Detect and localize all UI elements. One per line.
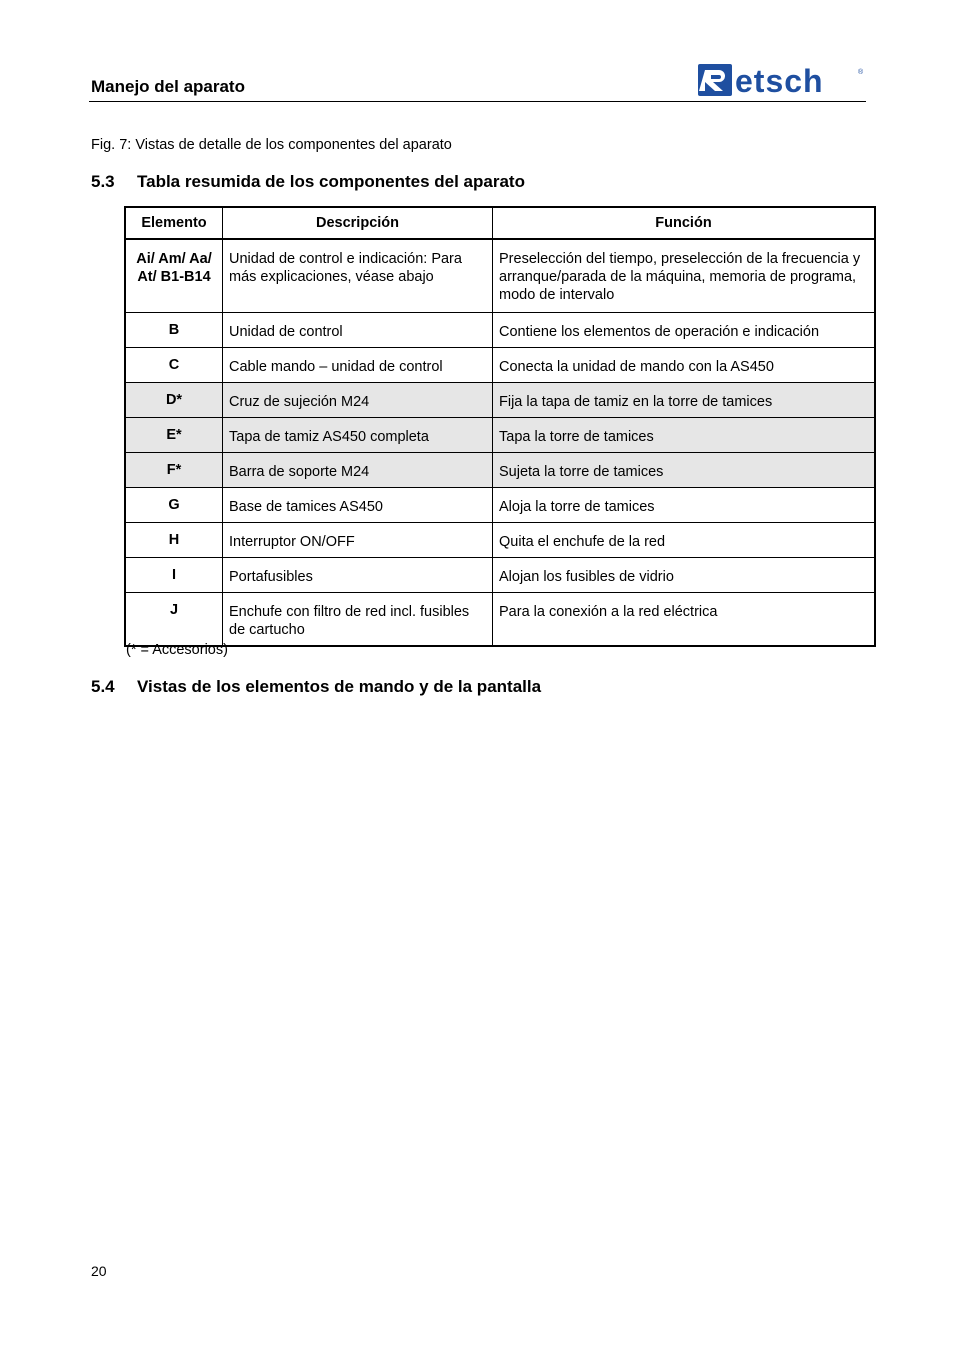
section-title: Vistas de los elementos de mando y de la pantalla — [137, 677, 542, 696]
cell-function: Preselección del tiempo, preselección de la frecuencia y arranque/parada de la máquina, memoria de programa, modo de intervalo — [493, 239, 876, 313]
cell-function: Tapa la torre de tamices — [493, 418, 876, 453]
cell-element: D* — [125, 383, 223, 418]
table-footnote: (* = Accesorios) — [126, 642, 228, 658]
cell-element: H — [125, 523, 223, 558]
table-row — [125, 313, 875, 348]
cell-element: F* — [125, 453, 223, 488]
table-row — [125, 558, 875, 593]
section-heading-5-3 — [91, 172, 525, 192]
cell-element: E* — [125, 418, 223, 453]
cell-element: C — [125, 348, 223, 383]
table-row — [125, 488, 875, 523]
svg-text:etsch: etsch — [735, 63, 824, 98]
table-row — [125, 453, 875, 488]
section-title: Tabla resumida de los componentes del aparato — [137, 172, 525, 191]
cell-description: Unidad de control — [223, 313, 493, 348]
table-row — [125, 348, 875, 383]
cell-description: Barra de soporte M24 — [223, 453, 493, 488]
components-table — [124, 206, 876, 647]
table-row — [125, 239, 875, 313]
cell-function: Sujeta la torre de tamices — [493, 453, 876, 488]
table-row — [125, 593, 875, 647]
column-header-element: Elemento — [125, 207, 223, 239]
header-divider — [89, 101, 866, 102]
cell-element: B — [125, 313, 223, 348]
column-header-description: Descripción — [223, 207, 493, 239]
cell-function: Quita el enchufe de la red — [493, 523, 876, 558]
section-number: 5.4 — [91, 677, 115, 696]
cell-function: Conecta la unidad de mando con la AS450 — [493, 348, 876, 383]
cell-description: Base de tamices AS450 — [223, 488, 493, 523]
cell-element: J — [125, 593, 223, 647]
page-header-title: Manejo del aparato — [91, 77, 245, 96]
cell-description: Portafusibles — [223, 558, 493, 593]
section-heading-5-4 — [91, 677, 541, 697]
cell-function: Fija la tapa de tamiz en la torre de tamices — [493, 383, 876, 418]
cell-function: Para la conexión a la red eléctrica — [493, 593, 876, 647]
retsch-logo — [697, 62, 867, 98]
cell-description: Unidad de control e indicación: Para más explicaciones, véase abajo — [223, 239, 493, 313]
table-header-row — [125, 207, 875, 239]
table-row — [125, 523, 875, 558]
cell-element: Ai/ Am/ Aa/ At/ B1-B14 — [125, 239, 223, 313]
cell-description: Interruptor ON/OFF — [223, 523, 493, 558]
section-number: 5.3 — [91, 172, 115, 191]
cell-description: Cable mando – unidad de control — [223, 348, 493, 383]
cell-element: I — [125, 558, 223, 593]
svg-text:®: ® — [858, 69, 864, 76]
cell-function: Contiene los elementos de operación e indicación — [493, 313, 876, 348]
cell-description: Tapa de tamiz AS450 completa — [223, 418, 493, 453]
table-row — [125, 418, 875, 453]
table-row — [125, 383, 875, 418]
column-header-function: Función — [493, 207, 876, 239]
page-number: 20 — [91, 1263, 107, 1279]
cell-element: G — [125, 488, 223, 523]
cell-function: Alojan los fusibles de vidrio — [493, 558, 876, 593]
cell-description: Enchufe con filtro de red incl. fusibles de cartucho — [223, 593, 493, 647]
figure-caption: Fig. 7: Vistas de detalle de los componentes del aparato — [91, 137, 452, 153]
cell-description: Cruz de sujeción M24 — [223, 383, 493, 418]
cell-function: Aloja la torre de tamices — [493, 488, 876, 523]
